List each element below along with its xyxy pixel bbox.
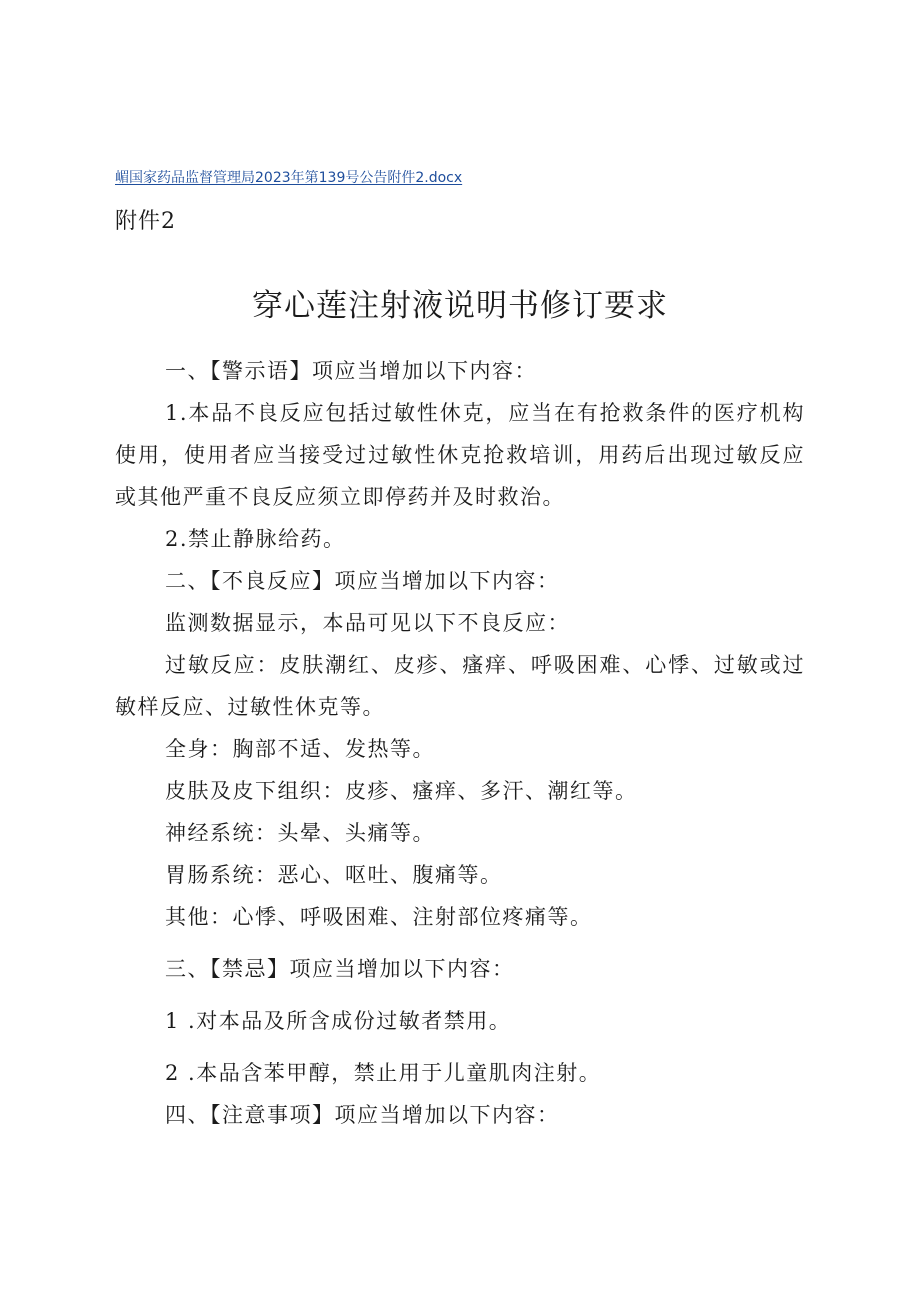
paragraph: 2 .本品含苯甲醇，禁止用于儿童肌肉注射。 [165, 1061, 602, 1085]
attachment-label: 附件2 [115, 209, 176, 234]
paragraph: 其他：心悸、呼吸困难、注射部位疼痛等。 [165, 905, 593, 929]
paragraph: 2.禁止静脉给药。 [165, 527, 346, 551]
file-link[interactable]: 嵋国家药品监督管理局2023年第139号公告附件2.docx [115, 170, 463, 186]
paragraph: 神经系统：头晕、头痛等。 [165, 821, 435, 845]
paragraph: 监测数据显示，本品可见以下不良反应： [165, 611, 570, 635]
paragraph: 1.本品不良反应包括过敏性休克，应当在有抢救条件的医疗机构使用，使用者应当接受过过敏性休克抢救培训，用药后出现过敏反应或其他严重不良反应须立即停药并及时救治。 [115, 401, 805, 509]
paragraph: 全身：胸部不适、发热等。 [165, 737, 435, 761]
paragraph: 1 .对本品及所含成份过敏者禁用。 [165, 1009, 512, 1033]
section-heading-warning: 一、【警示语】项应当增加以下内容： [165, 359, 537, 383]
paragraph: 过敏反应：皮肤潮红、皮疹、瘙痒、呼吸困难、心悸、过敏或过敏样反应、过敏性休克等。 [115, 653, 805, 719]
document-title: 穿心莲注射液说明书修订要求 [252, 288, 668, 324]
section-heading-adverse-reactions: 二、【不良反应】项应当增加以下内容： [165, 569, 560, 593]
section-heading-contraindications: 三、【禁忌】项应当增加以下内容： [165, 957, 515, 981]
document-body [115, 350, 805, 1136]
paragraph: 胃肠系统：恶心、呕吐、腹痛等。 [165, 863, 503, 887]
paragraph: 皮肤及皮下组织：皮疹、瘙痒、多汗、潮红等。 [165, 779, 638, 803]
section-heading-precautions: 四、【注意事项】项应当增加以下内容： [165, 1103, 560, 1127]
